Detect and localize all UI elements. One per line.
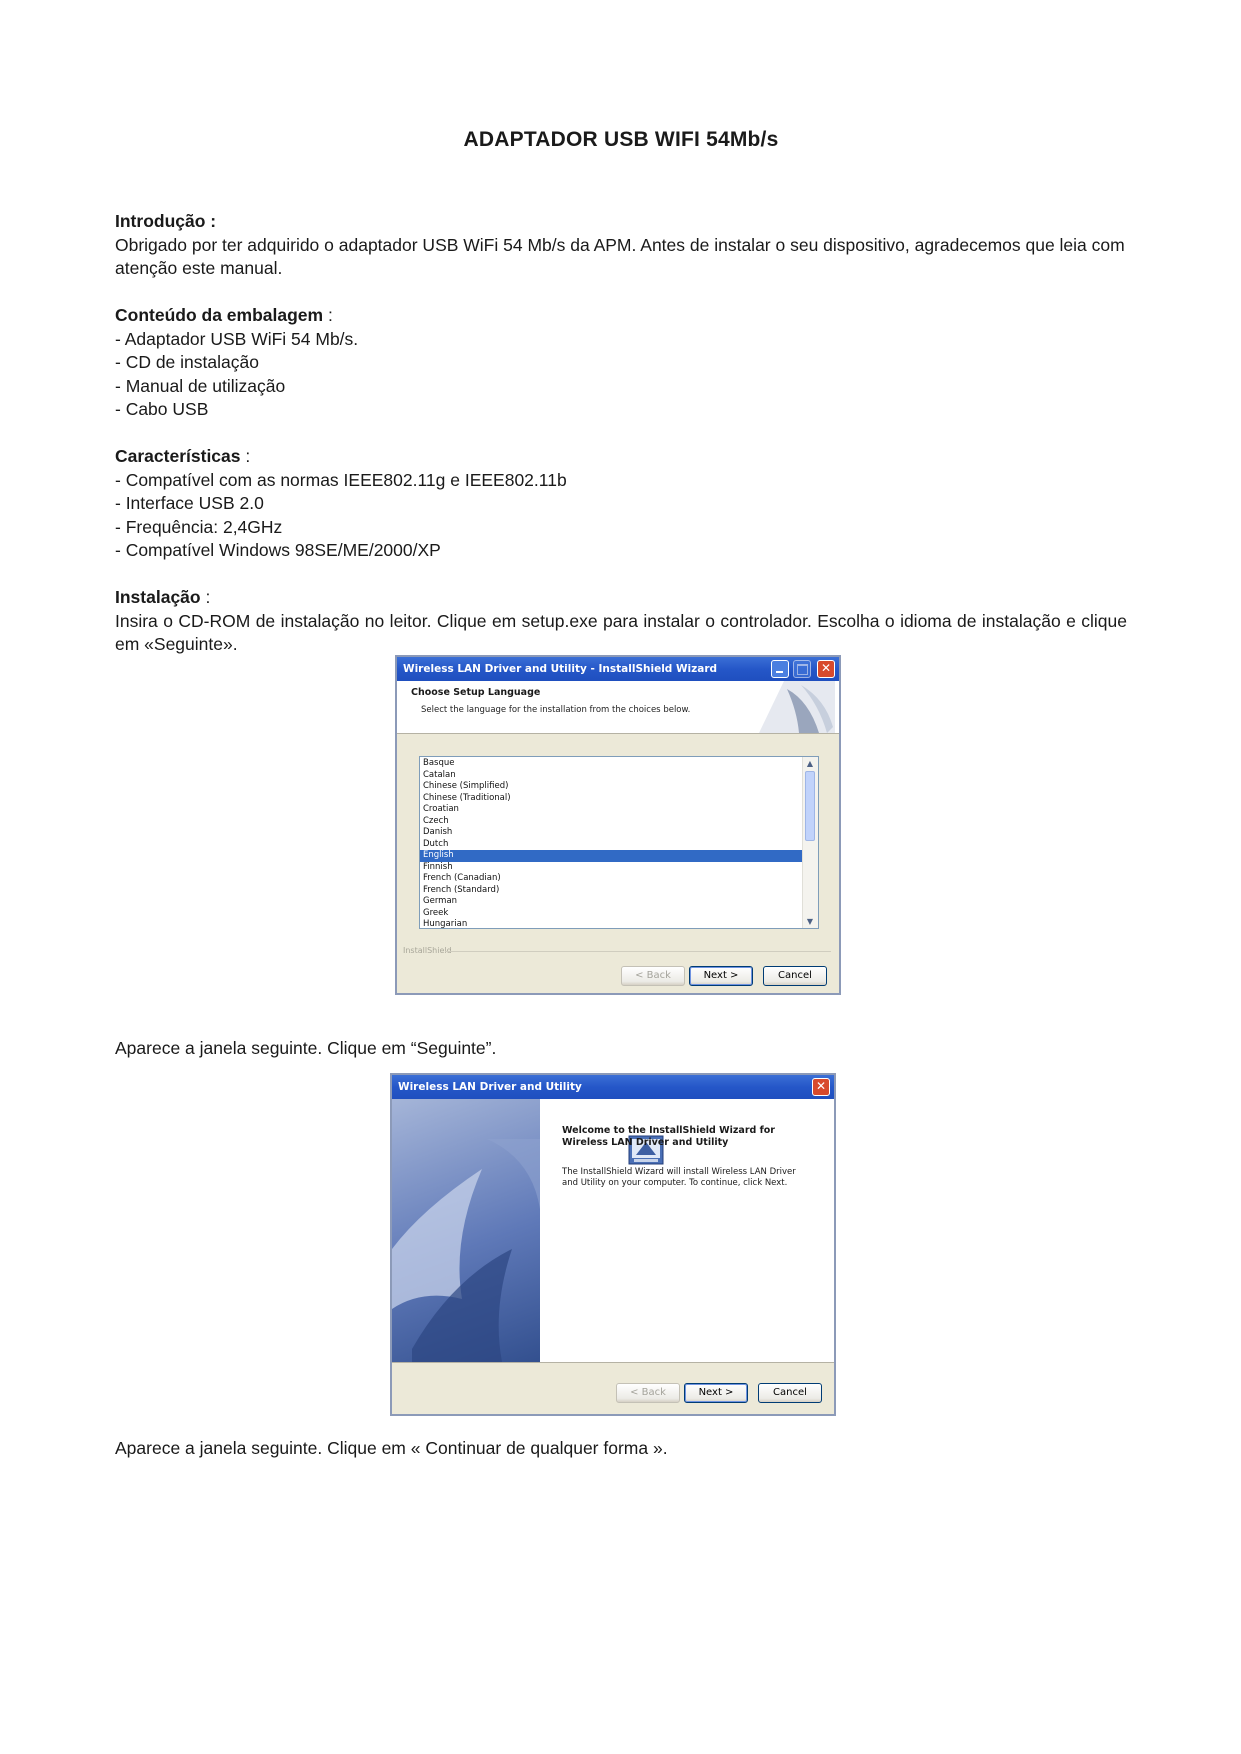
wizard-side-banner [392, 1099, 540, 1362]
list-item: - Frequência: 2,4GHz [115, 516, 283, 537]
wizard-header-subtitle: Select the language for the installation from the choices below. [421, 705, 691, 715]
document-title: ADAPTADOR USB WIFI 54Mb/s [463, 128, 779, 151]
features-heading-suffix: : [240, 446, 251, 466]
setup-language-window-screenshot [395, 655, 841, 995]
scroll-up-icon[interactable]: ▲ [806, 759, 814, 768]
language-option[interactable]: Basque [423, 758, 455, 768]
contents-heading: Conteúdo da embalagem [115, 305, 324, 325]
scroll-thumb[interactable] [805, 771, 815, 841]
welcome-title: Welcome to the InstallShield Wizard for Wireless LAN Driver and Utility [562, 1125, 775, 1148]
features-list [115, 469, 1127, 563]
installshield-banner-icon [392, 1099, 540, 1362]
language-option[interactable]: Dutch [423, 838, 449, 849]
divider [392, 1362, 834, 1363]
cancel-button[interactable]: Cancel [763, 966, 827, 986]
next-button[interactable]: Next > [689, 966, 753, 986]
divider [445, 951, 831, 952]
back-button[interactable]: < Back [621, 966, 685, 986]
list-item: - Compatível com as normas IEEE802.11g e IEEE802.11b [115, 469, 567, 490]
list-item: - Compatível Windows 98SE/ME/2000/XP [115, 540, 441, 560]
language-option[interactable]: Finnish [423, 861, 453, 872]
language-option[interactable]: French (Standard) [423, 884, 500, 895]
listbox-scrollbar[interactable] [802, 757, 818, 928]
maximize-icon [793, 660, 811, 678]
welcome-text: The InstallShield Wizard will install Wireless LAN Driver and Utility on your computer. To continue, click Next. [562, 1167, 796, 1188]
install-section [115, 586, 1127, 657]
next-button[interactable]: Next > [684, 1383, 748, 1403]
window-title: Wireless LAN Driver and Utility [398, 1081, 582, 1093]
language-option[interactable]: Chinese (Traditional) [423, 792, 511, 803]
language-option[interactable]: Hungarian [423, 919, 468, 929]
contents-section [115, 304, 1127, 422]
scroll-down-icon[interactable]: ▼ [806, 917, 814, 926]
contents-heading-suffix: : [323, 305, 333, 325]
language-option[interactable]: German [423, 896, 458, 906]
list-item: - Cabo USB [115, 399, 209, 419]
language-option[interactable]: Greek [423, 907, 449, 918]
list-item: - Interface USB 2.0 [115, 493, 264, 513]
language-option[interactable]: Catalan [423, 769, 456, 780]
language-option[interactable]: Czech [423, 815, 449, 826]
list-item: - Manual de utilização [115, 375, 286, 396]
install-heading-suffix: : [200, 587, 211, 607]
list-item: - CD de instalação [115, 352, 259, 372]
welcome-wizard-window-screenshot [390, 1073, 836, 1416]
install-text: Insira o CD-ROM de instalação no leitor. Clique em setup.exe para instalar o controlador. Escolha o idioma de instalação e clique em «Seguinte». [115, 610, 1127, 654]
intro-heading: Introdução : [115, 211, 217, 231]
intro-text: Obrigado por ter adquirido o adaptador USB WiFi 54 Mb/s da APM. Antes de instalar o seu dispositivo, agradecemos que leia com atenção este manual. [115, 234, 1125, 278]
language-option[interactable]: French (Canadian) [423, 873, 501, 883]
language-option[interactable]: Chinese (Simplified) [423, 781, 509, 791]
back-button[interactable]: < Back [616, 1383, 680, 1403]
features-heading: Características [115, 446, 241, 466]
close-icon[interactable]: ✕ [817, 660, 835, 678]
close-icon[interactable]: ✕ [812, 1078, 830, 1096]
caption-1: Aparece a janela seguinte. Clique em “Seguinte”. [115, 1038, 497, 1058]
cancel-button[interactable]: Cancel [758, 1383, 822, 1403]
language-list [420, 758, 803, 929]
window-titlebar [392, 1075, 834, 1099]
wizard-content [540, 1099, 834, 1362]
language-option[interactable]: Croatian [423, 804, 459, 814]
list-item: - Adaptador USB WiFi 54 Mb/s. [115, 328, 359, 349]
installshield-graphic-icon [739, 681, 835, 733]
features-section [115, 445, 1127, 563]
minimize-icon[interactable] [771, 660, 789, 678]
contents-list [115, 328, 1127, 422]
language-option[interactable]: English [420, 850, 803, 862]
installshield-brand: InstallShield [403, 946, 452, 955]
intro-section [115, 210, 1127, 281]
install-heading: Instalação [115, 587, 201, 607]
language-listbox[interactable] [419, 756, 819, 929]
wizard-header [397, 681, 839, 734]
window-title: Wireless LAN Driver and Utility - InstallShield Wizard [403, 663, 718, 675]
window-titlebar [397, 657, 839, 681]
caption-2: Aparece a janela seguinte. Clique em « Continuar de qualquer forma ». [115, 1438, 668, 1458]
wizard-header-title: Choose Setup Language [411, 687, 541, 698]
language-option[interactable]: Danish [423, 827, 453, 837]
